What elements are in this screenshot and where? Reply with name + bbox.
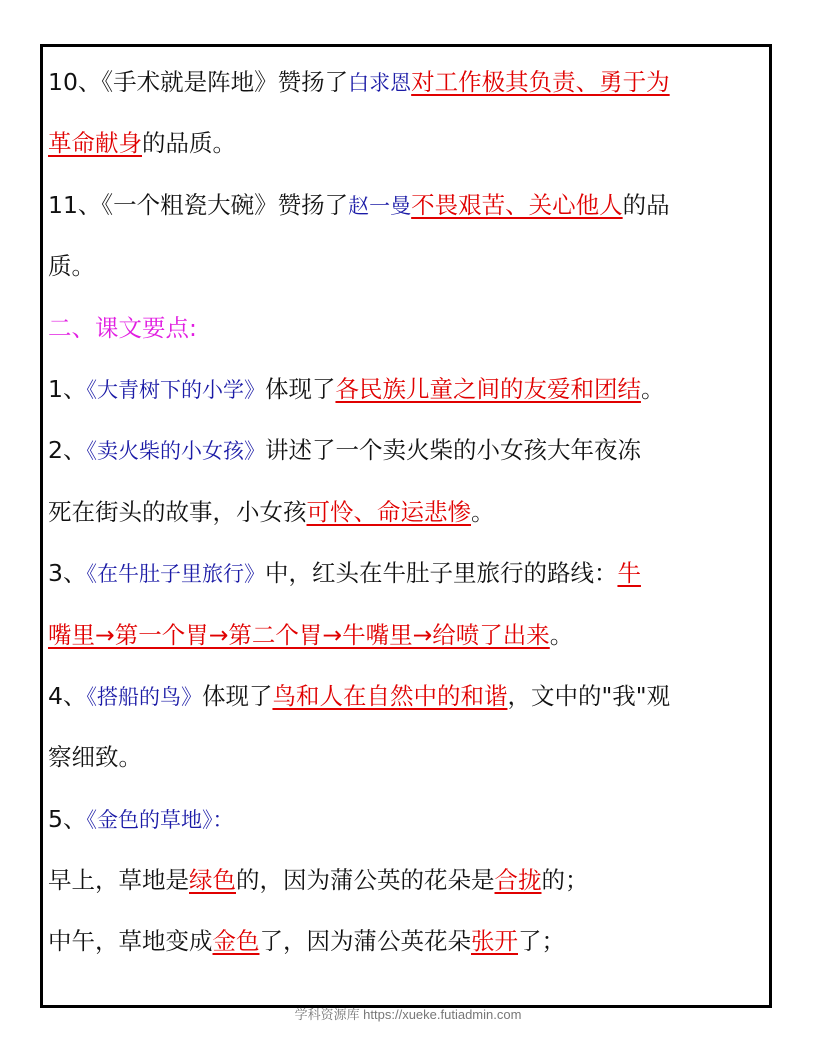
- person-name: 赵一曼: [348, 193, 412, 218]
- key-phrase: 绿色: [189, 866, 236, 895]
- lesson-title: 《搭船的鸟》: [86, 684, 202, 709]
- line-text: 中午，草地变成: [48, 927, 213, 956]
- line-text: 的品质。: [142, 129, 236, 158]
- line-text: 了，因为蒲公英花朵: [259, 927, 471, 956]
- text-line: [48, 490, 770, 551]
- key-phrase: 可怜、命运悲惨: [306, 497, 471, 526]
- key-phrase: 金色: [212, 927, 260, 956]
- text-line: [48, 551, 770, 612]
- lesson-title: 《在牛肚子里旅行》: [86, 562, 265, 587]
- line-text: 质。: [48, 252, 95, 281]
- item-number: 2、: [48, 436, 87, 465]
- section-heading-text: 二、课文要点:: [48, 313, 197, 342]
- key-phrase: 对工作极其负责、勇于为: [411, 68, 670, 96]
- text-line: [48, 367, 770, 428]
- line-text: 的；: [541, 866, 589, 895]
- item-number: 5、: [48, 804, 87, 833]
- line-text: 。: [471, 497, 495, 526]
- text-line: [48, 613, 770, 674]
- text-line: [48, 858, 770, 919]
- key-phrase: 鸟和人在自然中的和谐: [272, 681, 508, 710]
- line-text: 体现了: [201, 681, 273, 710]
- key-phrase: 革命献身: [48, 129, 142, 158]
- text-line: [48, 428, 770, 489]
- text-line: [48, 183, 770, 244]
- line-text: 讲述了一个卖火柴的小女孩大年夜冻: [264, 436, 641, 465]
- key-phrase: 合拢: [494, 866, 542, 895]
- line-text: 10、《手术就是阵地》赞扬了: [48, 68, 349, 96]
- line-text: 死在街头的故事，小女孩: [48, 497, 307, 526]
- key-phrase: 各民族儿童之间的友爱和团结: [335, 374, 641, 403]
- document-body: [48, 60, 770, 980]
- line-text: 察细致。: [48, 743, 142, 772]
- line-text: 体现了: [264, 374, 336, 403]
- item-number: 1、: [48, 374, 87, 403]
- line-text: 中，红头在牛肚子里旅行的路线：: [264, 559, 618, 588]
- lesson-title: 《金色的草地》：: [86, 807, 234, 832]
- key-phrase: 张开: [471, 927, 518, 956]
- section-heading: [48, 306, 770, 367]
- text-line: [48, 674, 770, 735]
- footer-watermark: 学科资源库 https://xueke.futiadmin.com: [294, 1007, 522, 1022]
- line-text: ，文中的"我"观: [507, 681, 671, 710]
- text-line: [48, 797, 770, 858]
- line-text: 了；: [518, 927, 565, 956]
- key-phrase: 嘴里→第一个胃→第二个胃→牛嘴里→给喷了出来: [48, 620, 550, 649]
- text-line: [48, 121, 770, 182]
- item-number: 4、: [48, 681, 87, 710]
- text-line: [48, 919, 770, 980]
- person-name: 白求恩: [348, 71, 412, 95]
- text-line: [48, 735, 770, 796]
- text-line: [48, 244, 770, 305]
- line-text: 。: [549, 620, 574, 649]
- item-number: 3、: [48, 559, 87, 588]
- key-phrase: 牛: [617, 559, 641, 588]
- text-line: [48, 60, 770, 121]
- key-phrase: 不畏艰苦、关心他人: [411, 190, 623, 219]
- line-text: 。: [640, 374, 665, 403]
- line-text: 的品: [622, 190, 670, 219]
- line-text: 的，因为蒲公英的花朵是: [236, 866, 495, 895]
- line-text: 早上，草地是: [48, 866, 189, 895]
- line-text: 11、《一个粗瓷大碗》赞扬了: [48, 190, 349, 219]
- lesson-title: 《大青树下的小学》: [86, 377, 265, 402]
- lesson-title: 《卖火柴的小女孩》: [86, 439, 265, 464]
